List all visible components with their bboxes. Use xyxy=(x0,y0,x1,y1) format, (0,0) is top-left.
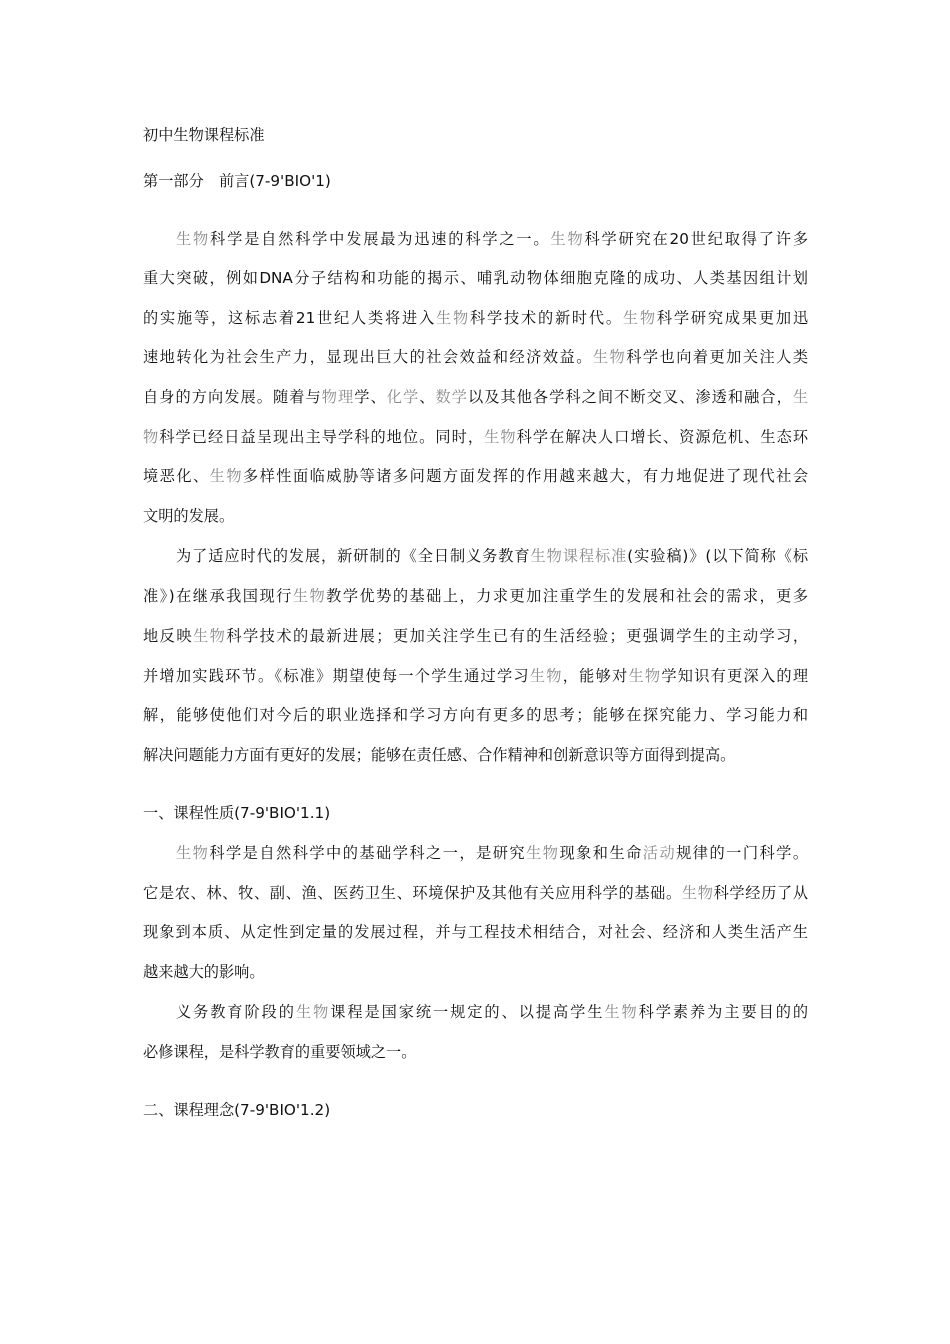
text-segment: 科学技术的最新进展；更加关注学生已有的生活经验；更强调学生的主动学习， xyxy=(226,627,809,645)
highlighted-keyword: 生物 xyxy=(292,587,327,605)
text-segment: 科学经历了从 xyxy=(713,884,809,902)
text-segment: 课程是国家统一规定的、以提高学生 xyxy=(330,1003,605,1021)
text-segment: (实验稿)》(以下简称《标 xyxy=(627,547,809,565)
text-segment: 义务教育阶段的 xyxy=(176,1003,296,1021)
text-segment: 重大突破，例如DNA分子结构和功能的揭示、哺乳动物体细胞克隆的成功、人类基因组计划 xyxy=(143,269,808,287)
text-segment: 准》)在继承我国现行 xyxy=(143,587,293,605)
text-segment: 越来越大的影响。 xyxy=(143,963,265,981)
text-line xyxy=(143,705,808,725)
highlighted-keyword: 生物 xyxy=(529,667,563,685)
section1-heading: 一、课程性质(7-9'BIO'1.1) xyxy=(143,804,331,822)
highlighted-keyword: 生物 xyxy=(436,309,470,327)
text-line xyxy=(143,347,808,367)
text-segment: 文明的发展。 xyxy=(143,507,235,525)
text-line xyxy=(143,387,808,407)
highlighted-keyword: 生物课程标准 xyxy=(530,547,628,565)
text-segment: 科学素养为主要目的的 xyxy=(638,1003,809,1021)
text-segment: 解，能够使他们对今后的职业选择和学习方向有更多的思考；能够在探究能力、学习能力和 xyxy=(143,706,808,724)
text-segment: 、 xyxy=(419,388,436,406)
highlighted-keyword: 物理 xyxy=(321,388,355,406)
text-segment: 自身的方向发展。随着与 xyxy=(143,388,322,406)
highlighted-keyword: 数学 xyxy=(435,388,468,406)
text-line xyxy=(176,1002,808,1022)
highlighted-keyword: 生物 xyxy=(295,1003,331,1021)
highlighted-keyword: 活动 xyxy=(642,844,677,862)
text-segment: 学、 xyxy=(354,388,387,406)
text-segment: 多样性面临威胁等诸多问题方面发挥的作用越来越大，有力地促进了现代社会 xyxy=(242,467,809,485)
text-segment: 科学已经日益呈现出主导学科的地位。同时， xyxy=(159,428,485,446)
text-line xyxy=(143,1042,808,1062)
text-line xyxy=(143,506,808,526)
text-segment: 地反映 xyxy=(143,627,193,645)
text-segment: 学知识有更深入的理 xyxy=(661,667,809,685)
highlighted-keyword: 生物 xyxy=(176,844,210,862)
text-segment: 科学在解决人口增长、资源危机、生态环 xyxy=(516,428,809,446)
text-segment: ，能够对 xyxy=(562,667,629,685)
text-segment: 科学是自然科学中的基础学科之一，是研究 xyxy=(209,844,527,862)
text-line xyxy=(143,427,808,447)
text-segment: 科学技术的新时代。 xyxy=(469,309,623,327)
highlighted-keyword: 生物 xyxy=(592,348,627,366)
section2-heading: 二、课程理念(7-9'BIO'1.2) xyxy=(143,1101,331,1119)
text-segment: 科学研究成果更加迅 xyxy=(656,309,809,327)
text-line xyxy=(176,546,808,566)
text-segment: 科学是自然科学中发展最为迅速的科学之一。 xyxy=(210,230,551,248)
text-segment: 它是农、林、牧、副、渔、医药卫生、环境保护及其他有关应用科学的基础。 xyxy=(143,884,682,902)
highlighted-keyword: 化学 xyxy=(386,388,420,406)
text-line xyxy=(143,626,808,646)
highlighted-keyword: 生 xyxy=(792,388,809,406)
text-segment: 必修课程，是科学教育的重要领域之一。 xyxy=(143,1043,417,1061)
text-segment: 规律的一门科学。 xyxy=(676,844,809,862)
text-line xyxy=(143,586,808,606)
highlighted-keyword: 生物 xyxy=(681,884,714,902)
text-segment: 境恶化、 xyxy=(143,467,210,485)
highlighted-keyword: 物 xyxy=(143,428,160,446)
text-segment: 为了适应时代的发展，新研制的《全日制义务教育 xyxy=(176,547,531,565)
highlighted-keyword: 生物 xyxy=(209,467,243,485)
text-line xyxy=(176,843,808,863)
text-segment: 的实施等，这标志着21世纪人类将进入 xyxy=(143,309,436,327)
highlighted-keyword: 生物 xyxy=(484,428,517,446)
text-segment: 现象到本质、从定性到定量的发展过程，并与工程技术相结合，对社会、经济和人类生活产生 xyxy=(143,923,808,941)
highlighted-keyword: 生物 xyxy=(193,627,227,645)
text-segment: 教学优势的基础上，力求更加注重学生的发展和社会的需求，更多 xyxy=(326,587,809,605)
text-line xyxy=(143,962,808,982)
text-segment: 科学研究在20世纪取得了许多 xyxy=(584,230,809,248)
text-segment: 速地转化为社会生产力，显现出巨大的社会效益和经济效益。 xyxy=(143,348,593,366)
text-segment: 解决问题能力方面有更好的发展；能够在责任感、合作精神和创新意识等方面得到提高。 xyxy=(143,746,736,764)
text-line xyxy=(143,745,808,765)
text-line xyxy=(176,229,808,249)
part1-heading: 第一部分 前言(7-9'BIO'1) xyxy=(143,172,331,190)
highlighted-keyword: 生物 xyxy=(550,230,585,248)
text-line xyxy=(143,466,808,486)
highlighted-keyword: 生物 xyxy=(622,309,657,327)
text-line xyxy=(143,922,808,942)
text-line xyxy=(143,666,808,686)
text-segment: 科学也向着更加关注人类 xyxy=(626,348,809,366)
highlighted-keyword: 生物 xyxy=(176,230,211,248)
highlighted-keyword: 生物 xyxy=(526,844,560,862)
document-title: 初中生物课程标准 xyxy=(143,126,265,144)
highlighted-keyword: 生物 xyxy=(628,667,662,685)
text-line xyxy=(143,268,808,288)
highlighted-keyword: 生物 xyxy=(604,1003,639,1021)
text-segment: 以及其他各学科之间不断交叉、渗透和融合， xyxy=(467,388,793,406)
text-segment: 现象和生命 xyxy=(559,844,643,862)
text-line xyxy=(143,883,808,903)
text-segment: 并增加实践环节。《标准》期望使每一个学生通过学习 xyxy=(143,667,530,685)
text-line xyxy=(143,308,808,328)
